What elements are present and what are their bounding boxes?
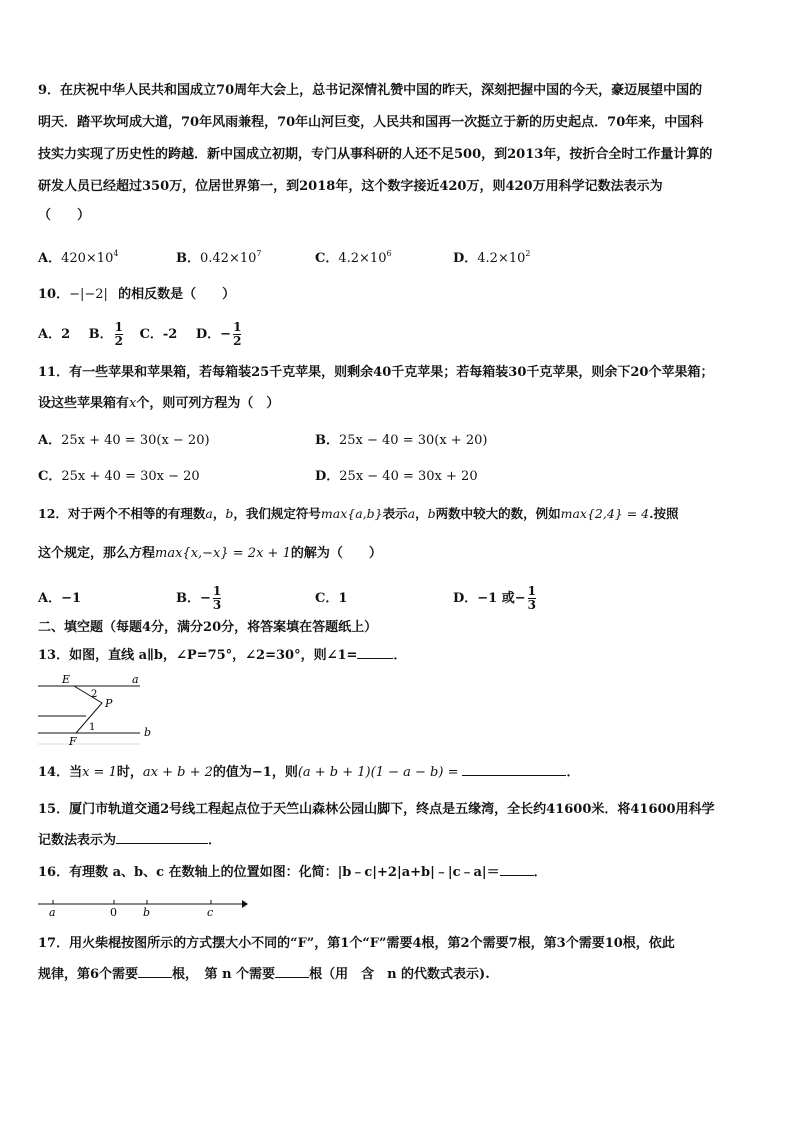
q9-option-b[interactable]: B．$0.42\times 10^7$ <box>176 249 262 266</box>
q11-line-1: 11．有一些苹果和苹果箱，若每箱装25千克苹果，则剩余40千克苹果；若每箱装30千克苹果，则余下20个苹果箱； <box>38 365 714 380</box>
q11-option-d[interactable]: D．25x − 40 = 30x + 20 <box>315 469 478 484</box>
q15-line-2: 记数法表示为 ． <box>38 833 222 848</box>
q17-line-1: 17．用火柴棍按图所示的方式摆大小不同的“F”，第1个“F”需要4根，第2个需要7根，第3个需要10根，依此 <box>38 936 675 951</box>
q9-option-a[interactable]: A．$420\times 10^4$ <box>38 249 119 266</box>
label-E: E <box>62 673 71 686</box>
q17-answer-blank-1[interactable] <box>138 977 172 978</box>
q9-line-3: 技实力实现了历史性的跨越．新中国成立初期，专门从事科研的人还不足500，到2013年，按折合全时工作量计算的 <box>38 147 713 162</box>
q11-option-b[interactable]: B．25x − 40 = 30(x + 20) <box>315 433 488 448</box>
q16-answer-blank[interactable] <box>500 875 534 876</box>
q17-answer-blank-2[interactable] <box>275 977 309 978</box>
q10-option-c[interactable]: C．-2 <box>139 327 178 342</box>
q13-stem: 13．如图，直线 a∥b，∠P=75°，∠2=30°，则∠1= ． <box>38 648 407 663</box>
q14-stem: 14．当x = 1时，ax + b + 2的值为−1，则(a + b + 1)(1 − a − b) = ． <box>38 765 580 780</box>
label-a: a <box>132 673 139 686</box>
q12-option-a[interactable]: A．−1 <box>38 591 82 606</box>
q17-line-2: 规律，第6个需要 根， 第 n 个需要 根（用 含 n 的代数式表示). <box>38 967 490 982</box>
q13-answer-blank[interactable] <box>357 658 393 659</box>
label-angle-1: 1 <box>89 722 96 733</box>
q10-option-b[interactable]: B． $\frac{1}{2}$ <box>88 320 124 348</box>
q9-line-2: 明天．踏平坎坷成大道，70年风雨兼程，70年山河巨变，人民共和国再一次挺立于新的历史起点．70年来，中国科 <box>38 115 704 130</box>
q10-option-a[interactable]: A．2 <box>38 327 71 342</box>
q11-line-2: 设这些苹果箱有x个，则可列方程为（ ） <box>38 396 280 411</box>
q13-parallel-lines-figure <box>36 672 156 750</box>
q9-line-4: 研发人员已经超过350万，位居世界第一，到2018年，这个数字接近420万，则420万用科学记数法表示为 <box>38 179 663 194</box>
axis-arrow-icon <box>242 900 248 908</box>
label-b: b <box>144 726 152 739</box>
q9-option-d[interactable]: D．$4.2\times 10^2$ <box>453 249 531 266</box>
q10-options <box>38 320 243 350</box>
q14-answer-blank[interactable] <box>462 775 566 776</box>
q15-answer-blank[interactable] <box>116 843 208 844</box>
q15-line-1: 15．厦门市轨道交通2号线工程起点位于天竺山森林公园山脚下，终点是五缘湾，全长约41600米．将41600用科学 <box>38 802 715 817</box>
q9-line-1: 9．在庆祝中华人民共和国成立70周年大会上，总书记深情礼赞中国的昨天，深刻把握中国的今天，豪迈展望中国的 <box>38 83 703 98</box>
label-angle-2: 2 <box>91 689 98 700</box>
q16-number-line <box>36 894 248 920</box>
q16-stem: 16．有理数 a、b、c 在数轴上的位置如图：化简：|b﹣c|+2|a+b|﹣|c﹣a|＝ ． <box>38 865 547 880</box>
label-zero: 0 <box>110 906 117 919</box>
label-b: b <box>143 906 151 919</box>
q10-option-d[interactable]: D．− $\frac{1}{2}$ <box>195 320 242 348</box>
section-2-heading: 二、填空题（每题4分，满分20分，将答案填在答题纸上） <box>38 620 378 635</box>
label-F: F <box>69 735 77 748</box>
q9-option-c[interactable]: C．$4.2\times 10^6$ <box>315 249 392 266</box>
q11-option-a[interactable]: A．25x + 40 = 30(x − 20) <box>38 433 210 448</box>
q12-line-1: 12．对于两个不相等的有理数a，b，我们规定符号max{a,b}表示a，b两数中较大的数，例如max{2,4} = 4.按照 <box>38 506 679 521</box>
label-c: c <box>207 906 214 919</box>
q12-option-c[interactable]: C．1 <box>315 591 348 606</box>
q12-option-b[interactable]: B．− $\frac{1}{3}$ <box>176 584 222 612</box>
q9-paren: （ ） <box>38 208 91 223</box>
q11-option-c[interactable]: C．25x + 40 = 30x − 20 <box>38 469 200 484</box>
label-a: a <box>49 906 56 919</box>
label-P: P <box>105 697 113 710</box>
q10-stem: 10．−|−2| 的相反数是（ ） <box>38 287 236 302</box>
q12-option-d[interactable]: D．−1 或− $\frac{1}{3}$ <box>453 584 536 612</box>
angle-path-P <box>74 686 102 733</box>
q12-line-2: 这个规定，那么方程max{x,−x} = 2x + 1的解为（ ） <box>38 546 382 561</box>
